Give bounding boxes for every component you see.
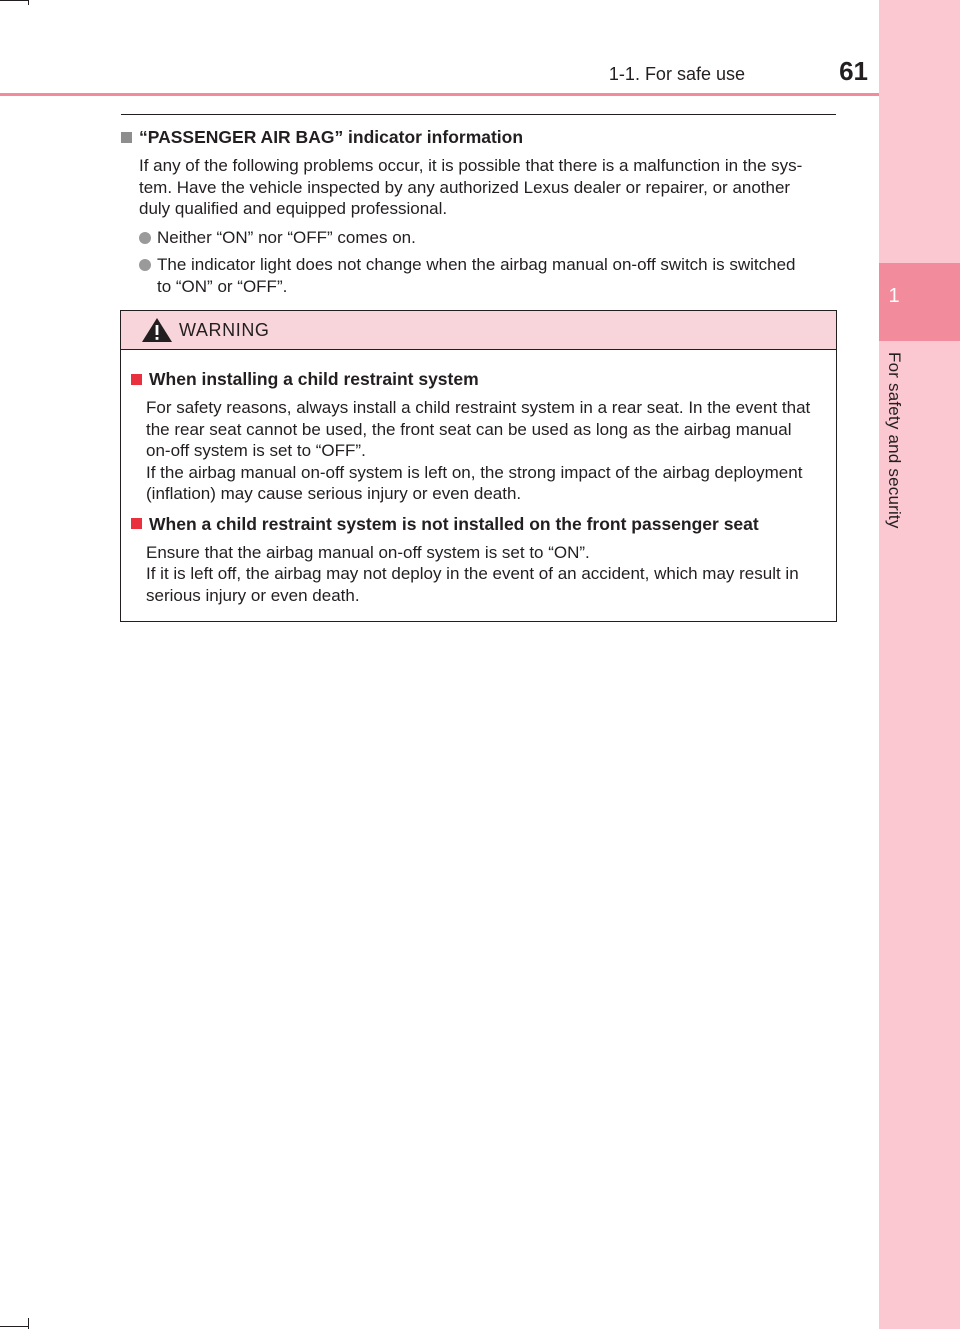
warning-item [131, 366, 826, 505]
text-line: tem. Have the vehicle inspected by any authorized Lexus dealer or repairer, or another [139, 177, 791, 197]
text-line: If it is left off, the airbag may not deploy in the event of an accident, which may result in [146, 564, 799, 583]
text-line: on-off system is set to “OFF”. [146, 441, 366, 460]
text-line: If the airbag manual on-off system is left on, the strong impact of the airbag deployment [146, 462, 803, 482]
chapter-number: 1 [888, 285, 900, 307]
chapter-title-vertical [884, 352, 906, 542]
chapter-sidebar [879, 0, 960, 1329]
warning-item-heading [131, 511, 826, 537]
circle-bullet-icon [139, 232, 151, 244]
warning-item-heading [131, 366, 826, 392]
text-line: Ensure that the airbag manual on-off system is set to “ON”. [146, 542, 590, 562]
warning-item-text [131, 397, 826, 505]
text-line: duly qualified and equipped professional. [139, 199, 448, 218]
crop-mark [0, 0, 28, 1]
warning-body [121, 350, 836, 606]
warning-label: WARNING [179, 319, 270, 340]
section-heading [121, 124, 841, 150]
text-line: For safety reasons, always install a child restraint system in a rear seat. In the event that [146, 398, 811, 417]
header-section-title: 1-1. For safe use [608, 64, 745, 84]
crop-mark [28, 1318, 29, 1329]
text-line: The indicator light does not change when the airbag manual on-off switch is switched [157, 255, 796, 274]
warning-triangle-icon [139, 316, 175, 344]
list-item [121, 227, 841, 249]
text-line: serious injury or even death. [146, 585, 360, 605]
text-line: If any of the following problems occur, it is possible that there is a malfunction in the sys- [139, 156, 803, 175]
section-title: “PASSENGER AIR BAG” indicator information [139, 127, 524, 147]
warning-item [131, 511, 826, 607]
warning-box [120, 310, 837, 622]
text-line: to “ON” or “OFF”. [157, 276, 288, 296]
page-number: 61 [839, 56, 868, 86]
chapter-title: For safety and security [885, 352, 904, 529]
square-bullet-icon [131, 374, 142, 385]
square-bullet-icon [121, 132, 132, 143]
warning-item-title: When a child restraint system is not installed on the front passenger seat [149, 513, 759, 534]
text-line: (inflation) may cause serious injury or even death. [146, 484, 522, 503]
text-line: the rear seat cannot be used, the front seat can be used as long as the airbag manual [146, 419, 792, 439]
warning-item-title: When installing a child restraint system [149, 369, 479, 389]
circle-bullet-icon [139, 259, 151, 271]
header-rule [0, 93, 879, 96]
content-top-rule [121, 114, 836, 115]
section-intro [121, 155, 841, 220]
list-item [121, 254, 841, 297]
square-bullet-icon [131, 518, 142, 529]
warning-item-text [131, 542, 826, 607]
crop-mark [28, 0, 29, 5]
warning-header [121, 311, 836, 350]
indicator-info-section [121, 124, 841, 297]
crop-mark [0, 1326, 28, 1327]
text-line: Neither “ON” nor “OFF” comes on. [157, 227, 416, 247]
